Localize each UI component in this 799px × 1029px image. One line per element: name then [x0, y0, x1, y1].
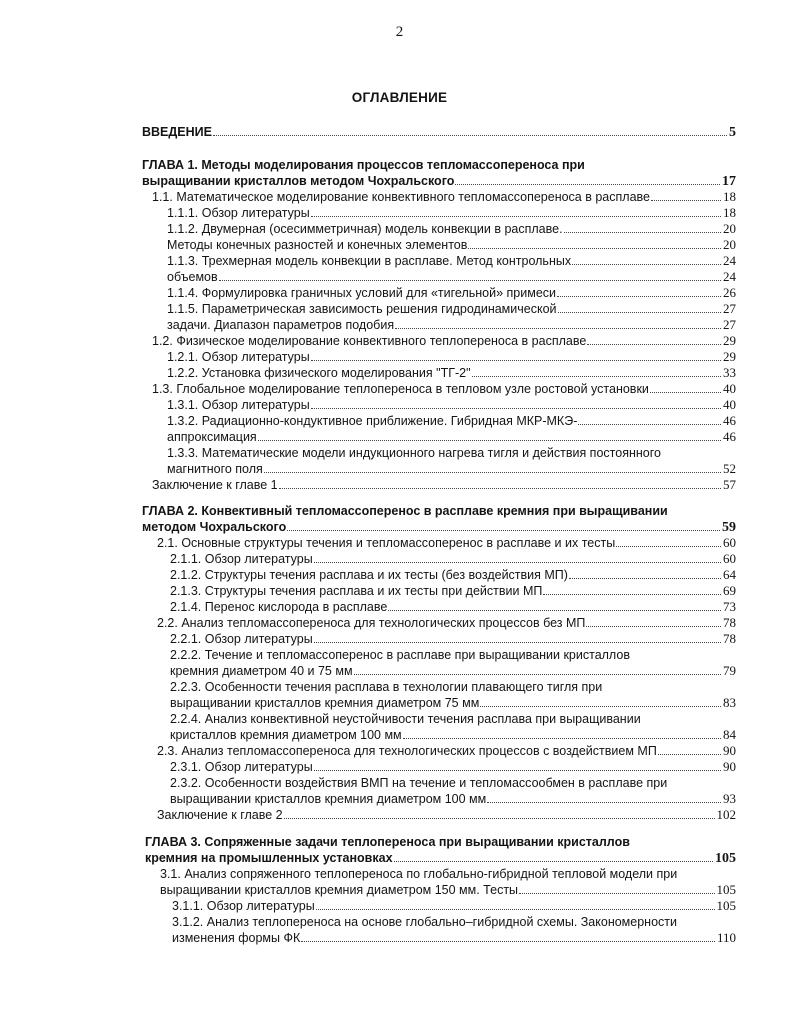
toc-entry-text: 1.1.5. Параметрическая зависимость решения гидродинамической	[167, 302, 557, 316]
toc-entry-page: 105	[716, 882, 736, 897]
toc-entry[interactable]	[167, 413, 736, 429]
toc-entry[interactable]	[170, 631, 736, 647]
toc-entry-page: 40	[723, 397, 736, 412]
toc-entry[interactable]	[152, 189, 736, 205]
toc-entry-text: магнитного поля	[167, 462, 263, 476]
toc-entry-text: выращивании кристаллов методом Чохральского	[142, 174, 455, 188]
toc-entry-text: кристаллов кремния диаметром 100 мм	[170, 728, 402, 742]
toc-entry-page: 93	[723, 791, 736, 806]
toc-entry-text: ГЛАВА 3. Сопряженные задачи теплопереноса при выращивании кристаллов	[145, 835, 630, 849]
toc-entry-text: 2.2.4. Анализ конвективной неустойчивости течения расплава при выращивании	[170, 712, 641, 726]
toc-entry-text: ГЛАВА 1. Методы моделирования процессов тепломассопереноса при	[142, 158, 585, 172]
toc-entry-page: 105	[715, 851, 736, 866]
toc-entry-page: 24	[723, 269, 736, 284]
toc-entry-text: 1.3.1. Обзор литературы	[167, 398, 310, 412]
toc-entry[interactable]	[167, 253, 736, 269]
toc-entry-page: 83	[723, 695, 736, 710]
toc-entry-page: 26	[723, 285, 736, 300]
toc-entry-page: 5	[729, 125, 736, 140]
toc-entry-text: 2.3. Анализ тепломассопереноса для технологических процессов с воздействием МП	[157, 744, 657, 758]
toc-entry[interactable]	[142, 173, 736, 189]
toc-entry-text: кремния на промышленных установках	[145, 851, 393, 865]
toc-entry[interactable]	[160, 866, 736, 882]
toc-entry-page: 24	[723, 253, 736, 268]
toc-entry-text: 2.2. Анализ тепломассопереноса для технологических процессов без МП	[157, 616, 586, 630]
toc-entry-text: Заключение к главе 1	[152, 478, 278, 492]
toc-entry[interactable]	[142, 157, 736, 173]
toc-entry-text: изменения формы ФК	[172, 931, 301, 945]
toc-entry[interactable]	[172, 914, 736, 930]
toc-entry[interactable]	[170, 679, 736, 695]
toc-entry-page: 52	[723, 461, 736, 476]
toc-entry-page: 110	[716, 930, 736, 945]
toc-entry[interactable]	[157, 615, 736, 631]
toc-entry-text: 2.1.1. Обзор литературы	[170, 552, 313, 566]
toc-entry-text: 3.1.1. Обзор литературы	[172, 899, 315, 913]
toc-entry-page: 64	[723, 567, 736, 582]
toc-entry-text: Методы конечных разностей и конечных элементов	[167, 238, 468, 252]
toc-entry[interactable]	[172, 898, 736, 914]
toc-entry[interactable]	[142, 519, 736, 535]
toc-entry-text: 2.1.2. Структуры течения расплава и их тесты (без воздействия МП)	[170, 568, 568, 582]
toc-entry[interactable]	[167, 237, 736, 253]
toc-entry-page: 20	[723, 221, 736, 236]
toc-entry-page: 60	[723, 535, 736, 550]
toc-entry[interactable]	[142, 124, 736, 140]
toc-entry[interactable]	[167, 317, 736, 333]
toc-entry[interactable]	[152, 333, 736, 349]
toc-entry-page: 105	[716, 898, 736, 913]
toc-entry-page: 40	[723, 381, 736, 396]
toc-entry[interactable]	[167, 221, 736, 237]
toc-entry-page: 17	[722, 174, 736, 189]
toc-entry[interactable]	[170, 567, 736, 583]
toc-entry[interactable]	[170, 647, 736, 663]
toc-entry-text: 2.1.3. Структуры течения расплава и их тесты при действии МП	[170, 584, 543, 598]
toc-entry-page: 18	[723, 205, 736, 220]
toc-entry[interactable]	[157, 743, 736, 759]
toc-entry-page: 29	[723, 333, 736, 348]
toc-entry[interactable]	[172, 930, 736, 946]
toc-entry-text: выращивании кристаллов кремния диаметром 75 мм	[170, 696, 480, 710]
toc-entry-page: 73	[723, 599, 736, 614]
toc-entry-page: 20	[723, 237, 736, 252]
toc-entry-page: 59	[722, 520, 736, 535]
toc-entry[interactable]	[170, 599, 736, 615]
toc-entry[interactable]	[157, 535, 736, 551]
toc-entry[interactable]	[167, 461, 736, 477]
toc-entry[interactable]	[170, 759, 736, 775]
toc-entry-text: 2.2.1. Обзор литературы	[170, 632, 313, 646]
toc-entry[interactable]	[170, 695, 736, 711]
toc-entry-text: 2.1. Основные структуры течения и тепломассоперенос в расплаве и их тесты	[157, 536, 616, 550]
toc-entry[interactable]	[145, 834, 736, 850]
toc-entry[interactable]	[167, 205, 736, 221]
toc-entry-text: методом Чохральского	[142, 520, 287, 534]
toc-entry[interactable]	[160, 882, 736, 898]
toc-entry-page: 69	[723, 583, 736, 598]
toc-entry[interactable]	[145, 850, 736, 866]
toc-entry-text: 2.2.3. Особенности течения расплава в технологии плавающего тигля при	[170, 680, 603, 694]
toc-entry[interactable]	[142, 503, 736, 519]
toc-entry-text: 1.3. Глобальное моделирование теплопереноса в тепловом узле ростовой установки	[152, 382, 649, 396]
toc-entry-text: 3.1.2. Анализ теплопереноса на основе глобально–гибридной схемы. Закономерности	[172, 915, 677, 929]
toc-entry-page: 27	[723, 301, 736, 316]
toc-entry-text: 2.2.2. Течение и тепломассоперенос в расплаве при выращивании кристаллов	[170, 648, 630, 662]
toc-entry-text: 1.2.2. Установка физического моделирования "ТГ-2"	[167, 366, 471, 380]
toc-entry-text: 2.1.4. Перенос кислорода в расплаве	[170, 600, 388, 614]
toc-entry-page: 57	[723, 477, 736, 492]
toc-entry-page: 79	[723, 663, 736, 678]
toc-entry-text: кремния диаметром 40 и 75 мм	[170, 664, 353, 678]
toc-entry-page: 78	[723, 615, 736, 630]
toc-entry[interactable]	[152, 477, 736, 493]
toc-title: ОГЛАВЛЕНИЕ	[351, 90, 448, 105]
toc-entry-page: 90	[723, 743, 736, 758]
toc-entry-text: 1.3.3. Математические модели индукционного нагрева тигля и действия постоянного	[167, 446, 661, 460]
toc-entry[interactable]	[157, 807, 736, 823]
toc-entry-text: ГЛАВА 2. Конвективный тепломассоперенос в расплаве кремния при выращивании	[142, 504, 668, 518]
toc-entry-text: выращивании кристаллов кремния диаметром 150 мм. Тесты	[160, 883, 519, 897]
toc-entry-text: 1.1.3. Трехмерная модель конвекции в расплаве. Метод контрольных	[167, 254, 572, 268]
toc-entry[interactable]	[170, 775, 736, 791]
toc-entry-text: выращивании кристаллов кремния диаметром 100 мм	[170, 792, 487, 806]
toc-entry-page: 27	[723, 317, 736, 332]
toc-entry-text: 1.1.2. Двумерная (осесимметричная) модель конвекции в расплаве.	[167, 222, 563, 236]
toc-entry-page: 90	[723, 759, 736, 774]
toc-entry[interactable]	[167, 301, 736, 317]
toc-entry-text: 1.1. Математическое моделирование конвективного тепломассопереноса в расплаве	[152, 190, 650, 204]
toc-entry[interactable]	[170, 583, 736, 599]
toc-entry-text: 3.1. Анализ сопряженного теплопереноса по глобально-гибридной тепловой модели при	[160, 867, 678, 881]
toc-entry-text: 2.3.2. Особенности воздействия ВМП на течение и тепломассообмен в расплаве при	[170, 776, 668, 790]
toc-entry-text: 1.2.1. Обзор литературы	[167, 350, 310, 364]
toc-entry-text: 2.3.1. Обзор литературы	[170, 760, 313, 774]
toc-entry[interactable]	[167, 349, 736, 365]
toc-entry[interactable]	[170, 791, 736, 807]
toc-entry-text: аппроксимация	[167, 430, 257, 444]
toc-entry-page: 60	[723, 551, 736, 566]
toc-entry-text: 1.3.2. Радиационно-кондуктивное приближение. Гибридная МКР-МКЭ-	[167, 414, 578, 428]
toc-entry[interactable]	[170, 663, 736, 679]
toc-entry-page: 46	[723, 413, 736, 428]
toc-entry-text: Заключение к главе 2	[157, 808, 283, 822]
toc-entry[interactable]	[170, 551, 736, 567]
toc-entry[interactable]	[170, 727, 736, 743]
toc-entry-page: 29	[723, 349, 736, 364]
toc-entry[interactable]	[167, 285, 736, 301]
toc-entry[interactable]	[167, 269, 736, 285]
toc-entry[interactable]	[167, 397, 736, 413]
page-number: 2	[395, 24, 404, 40]
toc-entry[interactable]	[167, 365, 736, 381]
toc-entry-page: 102	[716, 807, 736, 822]
toc-entry-text: ВВЕДЕНИЕ	[142, 125, 212, 139]
toc-entry[interactable]	[167, 445, 736, 461]
toc-entry-text: 1.1.4. Формулировка граничных условий для «тигельной» примеси	[167, 286, 557, 300]
toc-entry-text: задачи. Диапазон параметров подобия	[167, 318, 395, 332]
toc-entry-page: 18	[723, 189, 736, 204]
toc-entry-page: 78	[723, 631, 736, 646]
toc-entry[interactable]	[170, 711, 736, 727]
toc-entry-text: 1.2. Физическое моделирование конвективного теплопереноса в расплаве	[152, 334, 587, 348]
toc-entry[interactable]	[167, 429, 736, 445]
toc-entry-text: объемов	[167, 270, 218, 284]
toc-entry-page: 33	[723, 365, 736, 380]
toc-entry-text: 1.1.1. Обзор литературы	[167, 206, 310, 220]
toc-entry-page: 46	[723, 429, 736, 444]
toc-entry-page: 84	[723, 727, 736, 742]
toc-entry[interactable]	[152, 381, 736, 397]
